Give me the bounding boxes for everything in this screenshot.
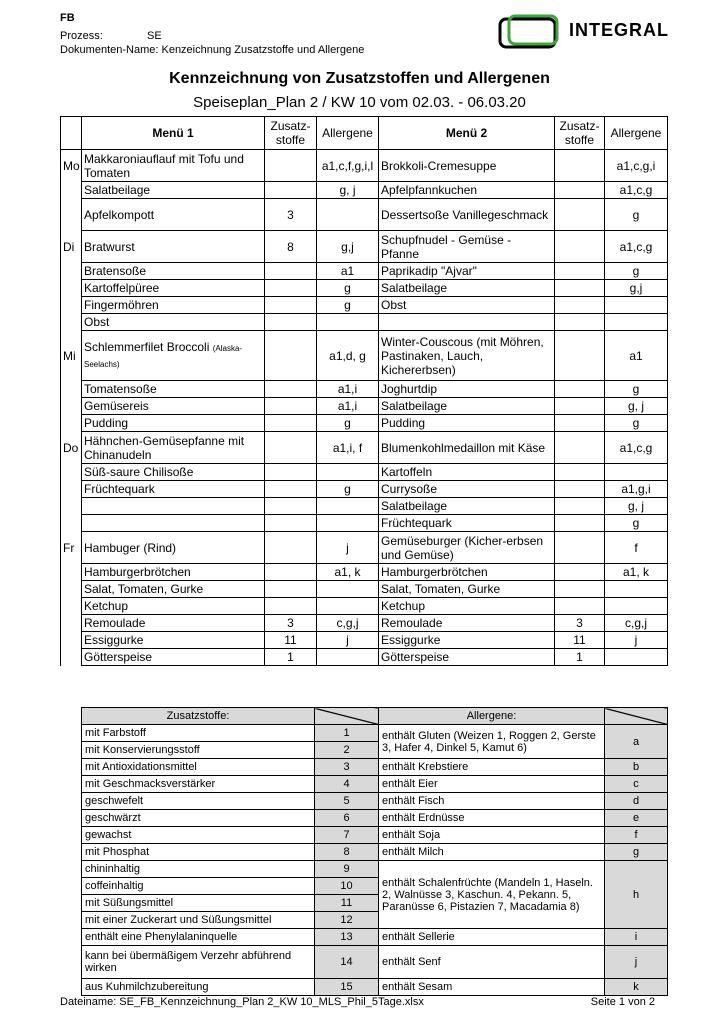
zusatz2-value: [555, 481, 605, 498]
zusatzstoff-label: gewachst: [82, 827, 315, 844]
menu2-item: Götterspeise: [379, 649, 555, 666]
zusatz1-value: [265, 464, 317, 481]
zusatz1-value: 1: [265, 649, 317, 666]
zusatzstoff-label: geschwärzt: [82, 810, 315, 827]
allergen-code: j: [605, 946, 668, 979]
menu-row: [61, 598, 668, 615]
zusatz2-value: [555, 263, 605, 280]
legend-row: [82, 946, 668, 979]
menu-table: [60, 116, 668, 666]
allergen-code: h: [605, 861, 668, 929]
allergene1-value: [317, 649, 379, 666]
allergene1-value: j: [317, 632, 379, 649]
allergene2-value: a1: [605, 331, 668, 381]
zusatz2-value: [555, 532, 605, 564]
allergene-legend-header: Allergene:: [379, 708, 605, 725]
allergen-code: k: [605, 979, 668, 996]
menu-row: [61, 398, 668, 415]
menu-row: [61, 297, 668, 314]
zusatz1-value: [265, 297, 317, 314]
zusatzstoff-label: coffeinhaltig: [82, 878, 315, 895]
logo-text: INTEGRAL: [569, 20, 669, 40]
zusatz1-value: [265, 415, 317, 432]
menu1-item: Ketchup: [82, 598, 265, 615]
menu-row: [61, 263, 668, 280]
zusatz2-header: Zusatz-stoffe: [555, 117, 605, 150]
zusatz2-value: [555, 398, 605, 415]
menu1-header: Menü 1: [82, 117, 265, 150]
menu-row: [61, 331, 668, 381]
allergene1-value: a1,i, f: [317, 432, 379, 464]
zusatz1-value: 8: [265, 231, 317, 263]
menu2-item: Schupfnudel - Gemüse - Pfanne: [379, 231, 555, 263]
allergen-label: enthält Soja: [379, 827, 605, 844]
legend-row: [82, 979, 668, 996]
menu2-item: Hamburgerbrötchen: [379, 564, 555, 581]
menu-row: [61, 498, 668, 515]
menu-row: [61, 464, 668, 481]
allergene2-value: [605, 581, 668, 598]
zusatz2-value: [555, 515, 605, 532]
menu2-item: Obst: [379, 297, 555, 314]
zusatzstoff-number: 9: [315, 861, 379, 878]
menu2-item: Pudding: [379, 415, 555, 432]
menu-row: [61, 649, 668, 666]
menu1-item-text: Schlemmerfilet Broccoli: [84, 339, 210, 354]
menu2-item: Salatbeilage: [379, 280, 555, 297]
allergene2-value: g: [605, 415, 668, 432]
menu1-item: Gemüsereis: [82, 398, 265, 415]
zusatz1-value: [265, 481, 317, 498]
allergen-code: a: [605, 725, 668, 759]
allergene-slash-cell: [605, 708, 668, 725]
zusatzstoffe-legend-header: Zusatzstoffe:: [82, 708, 315, 725]
allergene1-value: a1: [317, 263, 379, 280]
zusatzstoff-number: 7: [315, 827, 379, 844]
legend-row: [82, 725, 668, 742]
menu2-item: Winter-Couscous (mit Möhren, Pastinaken, Lauch, Kichererbsen): [379, 331, 555, 381]
legend-row: [82, 827, 668, 844]
menu1-item: Essiggurke: [82, 632, 265, 649]
menu1-item: [82, 498, 265, 515]
zusatz2-value: [555, 564, 605, 581]
menu-row: [61, 280, 668, 297]
allergene1-value: a1, k: [317, 564, 379, 581]
zusatz1-value: [265, 498, 317, 515]
zusatzstoff-label: chininhaltig: [82, 861, 315, 878]
footer-filename: Dateiname: SE_FB_Kennzeichnung_Plan 2_KW 10_MLS_Phil_5Tage.xlsx: [60, 996, 424, 1008]
zusatz2-value: [555, 182, 605, 199]
allergen-code: d: [605, 793, 668, 810]
menu2-item: Essiggurke: [379, 632, 555, 649]
menu2-item: Ketchup: [379, 598, 555, 615]
allergene1-value: g, j: [317, 182, 379, 199]
allergen-label: enthält Fisch: [379, 793, 605, 810]
day-label: Mo: [61, 150, 82, 231]
allergene1-value: a1,i: [317, 381, 379, 398]
zusatzstoff-label: enthält eine Phenylalaninquelle: [82, 929, 315, 946]
zusatz2-value: 11: [555, 632, 605, 649]
zusatz1-value: [265, 598, 317, 615]
zusatz2-value: [555, 381, 605, 398]
allergene2-value: [605, 598, 668, 615]
allergen-label: enthält Sellerie: [379, 929, 605, 946]
allergen-label: enthält Schalenfrüchte (Mandeln 1, Haseln. 2, Walnüsse 3, Kaschun. 4, Pekann. 5, Paranüsse 6, Pistazien 7, Macadamia 8): [379, 861, 605, 929]
menu1-item: Bratwurst: [82, 231, 265, 263]
zusatz1-value: [265, 515, 317, 532]
menu1-item: Salatbeilage: [82, 182, 265, 199]
menu1-item: Tomatensoße: [82, 381, 265, 398]
menu-row: [61, 515, 668, 532]
allergene1-value: c,g,j: [317, 615, 379, 632]
menu1-item: Salat, Tomaten, Gurke: [82, 581, 265, 598]
legend-row: [82, 861, 668, 878]
zusatz2-value: [555, 314, 605, 331]
menu-row: [61, 564, 668, 581]
zusatzstoff-label: mit Konservierungsstoff: [82, 742, 315, 759]
zusatzstoff-label: kann bei übermäßigem Verzehr abführend wirken: [82, 946, 315, 979]
menu-row: [61, 415, 668, 432]
allergene2-value: g: [605, 515, 668, 532]
zusatz1-value: [265, 532, 317, 564]
allergene1-value: [317, 314, 379, 331]
menu1-item: Makkaroniauflauf mit Tofu und Tomaten: [82, 150, 265, 182]
menu1-item: Hambuger (Rind): [82, 532, 265, 564]
zusatz2-value: 3: [555, 615, 605, 632]
allergene2-value: [605, 314, 668, 331]
zusatz1-value: [265, 150, 317, 182]
menu2-item: Apfelpfannkuchen: [379, 182, 555, 199]
allergen-label: enthält Erdnüsse: [379, 810, 605, 827]
allergen-label: enthält Milch: [379, 844, 605, 861]
menu1-item: Apfelkompott: [82, 199, 265, 231]
allergene1-value: [317, 199, 379, 231]
page-title: Kennzeichnung von Zusatzstoffen und Allergenen: [169, 70, 550, 87]
menu2-item: Joghurtdip: [379, 381, 555, 398]
menu-row: [61, 432, 668, 464]
menu2-item: [379, 314, 555, 331]
zusatz2-value: [555, 598, 605, 615]
day-label: Di: [61, 231, 82, 331]
footer-page: Seite 1 von 2: [590, 996, 655, 1008]
zusatz2-value: [555, 331, 605, 381]
allergene1-value: a1,d, g: [317, 331, 379, 381]
menu2-item: Früchtequark: [379, 515, 555, 532]
zusatz1-value: 11: [265, 632, 317, 649]
zusatz2-value: [555, 280, 605, 297]
allergene1-value: g: [317, 481, 379, 498]
zusatz2-value: [555, 199, 605, 231]
allergene1-value: [317, 581, 379, 598]
menu1-item: Süß-saure Chilisoße: [82, 464, 265, 481]
menu-row: [61, 381, 668, 398]
legend-row: [82, 793, 668, 810]
allergene2-value: g, j: [605, 498, 668, 515]
zusatzstoff-number: 12: [315, 912, 379, 929]
zusatz1-value: [265, 182, 317, 199]
allergen-code: e: [605, 810, 668, 827]
allergene1-value: [317, 515, 379, 532]
allergene1-value: a1,c,f,g,i,l: [317, 150, 379, 182]
menu-row: [61, 481, 668, 498]
menu1-item: Remoulade: [82, 615, 265, 632]
zusatzstoff-number: 1: [315, 725, 379, 742]
zusatz1-value: [265, 398, 317, 415]
allergene2-value: [605, 464, 668, 481]
menu-row: [61, 632, 668, 649]
day-label: Do: [61, 432, 82, 532]
allergen-label: enthält Gluten (Weizen 1, Roggen 2, Gerste 3, Hafer 4, Dinkel 5, Kamut 6): [379, 725, 605, 759]
zusatzstoff-number: 6: [315, 810, 379, 827]
menu-row: [61, 581, 668, 598]
zusatzstoff-number: 2: [315, 742, 379, 759]
allergene1-value: j: [317, 532, 379, 564]
allergen-label: enthält Eier: [379, 776, 605, 793]
menu-row: [61, 231, 668, 263]
menu2-item: Currysoße: [379, 481, 555, 498]
zusatzstoff-label: mit einer Zuckerart und Süßungsmittel: [82, 912, 315, 929]
zusatz2-value: [555, 415, 605, 432]
allergen-label: enthält Senf: [379, 946, 605, 979]
menu2-item: Salatbeilage: [379, 398, 555, 415]
menu1-item-note: (Alaska-Seelachs): [84, 343, 243, 369]
zusatzstoff-number: 13: [315, 929, 379, 946]
allergene1-value: g,j: [317, 231, 379, 263]
document-name: Dokumenten-Name: Kenzeichnung Zusatzstoffe und Allergene: [60, 44, 365, 56]
zusatz1-header: Zusatz-stoffe: [265, 117, 317, 150]
menu2-item: Salatbeilage: [379, 498, 555, 515]
allergene1-header: Allergene: [317, 117, 379, 150]
zusatz2-value: 1: [555, 649, 605, 666]
legend-row: [82, 776, 668, 793]
menu1-item: Pudding: [82, 415, 265, 432]
legend-row: [82, 844, 668, 861]
allergene2-value: g: [605, 381, 668, 398]
menu1-item: Hähnchen-Gemüsepfanne mit Chinanudeln: [82, 432, 265, 464]
zusatz-slash-cell: [315, 708, 379, 725]
legend-row: [82, 810, 668, 827]
menu-row: [61, 615, 668, 632]
menu2-item: Paprikadip "Ajvar": [379, 263, 555, 280]
allergene2-value: g: [605, 263, 668, 280]
allergen-code: c: [605, 776, 668, 793]
allergene1-value: [317, 598, 379, 615]
zusatz2-value: [555, 581, 605, 598]
zusatz1-value: [265, 564, 317, 581]
allergene2-value: a1,c,g: [605, 432, 668, 464]
allergen-code: f: [605, 827, 668, 844]
allergene1-value: g: [317, 297, 379, 314]
legend-row: [82, 929, 668, 946]
menu1-item: Kartoffelpüree: [82, 280, 265, 297]
legend-row: [82, 759, 668, 776]
process-value: SE: [147, 30, 162, 42]
zusatz2-value: [555, 150, 605, 182]
zusatzstoff-number: 11: [315, 895, 379, 912]
menu1-item: Götterspeise: [82, 649, 265, 666]
zusatzstoff-label: geschwefelt: [82, 793, 315, 810]
zusatz2-value: [555, 432, 605, 464]
menu1-item: Hamburgerbrötchen: [82, 564, 265, 581]
allergene2-value: c,g,j: [605, 615, 668, 632]
allergene2-value: g: [605, 199, 668, 231]
zusatzstoff-label: mit Süßungsmittel: [82, 895, 315, 912]
menu1-item: Bratensoße: [82, 263, 265, 280]
zusatzstoff-label: mit Phosphat: [82, 844, 315, 861]
menu1-item: [82, 331, 265, 381]
zusatzstoff-label: aus Kuhmilchzubereitung: [82, 979, 315, 996]
menu2-item: Dessertsoße Vanillegeschmack: [379, 199, 555, 231]
menu2-item: Blumenkohlmedaillon mit Käse: [379, 432, 555, 464]
form-code: FB: [60, 12, 75, 24]
allergene1-value: g: [317, 280, 379, 297]
zusatzstoff-number: 8: [315, 844, 379, 861]
allergen-code: i: [605, 929, 668, 946]
allergen-code: b: [605, 759, 668, 776]
zusatz1-value: [265, 331, 317, 381]
zusatz1-value: 3: [265, 615, 317, 632]
menu-row: [61, 314, 668, 331]
zusatzstoff-number: 3: [315, 759, 379, 776]
allergene2-value: a1, k: [605, 564, 668, 581]
menu2-item: Gemüseburger (Kicher-erbsen und Gemüse): [379, 532, 555, 564]
allergene2-value: a1,c,g: [605, 231, 668, 263]
zusatzstoff-label: mit Antioxidationsmittel: [82, 759, 315, 776]
menu1-item: Obst: [82, 314, 265, 331]
menu2-header: Menü 2: [379, 117, 555, 150]
menu1-item: Früchtequark: [82, 481, 265, 498]
menu2-item: Salat, Tomaten, Gurke: [379, 581, 555, 598]
day-label: Fr: [61, 532, 82, 666]
menu2-item: Brokkoli-Cremesuppe: [379, 150, 555, 182]
allergene2-value: [605, 649, 668, 666]
menu1-item: Fingermöhren: [82, 297, 265, 314]
menu2-item: Kartoffeln: [379, 464, 555, 481]
allergene2-value: a1,g,i: [605, 481, 668, 498]
zusatzstoff-number: 15: [315, 979, 379, 996]
zusatzstoff-number: 4: [315, 776, 379, 793]
allergene2-value: [605, 297, 668, 314]
menu1-item: [82, 515, 265, 532]
day-header: [61, 117, 82, 150]
allergene1-value: a1,i: [317, 398, 379, 415]
day-label: Mi: [61, 331, 82, 432]
zusatz1-value: [265, 280, 317, 297]
menu2-item: Remoulade: [379, 615, 555, 632]
allergene2-header: Allergene: [605, 117, 668, 150]
zusatzstoff-label: mit Geschmacksverstärker: [82, 776, 315, 793]
zusatz2-value: [555, 297, 605, 314]
allergene2-value: f: [605, 532, 668, 564]
zusatz2-value: [555, 464, 605, 481]
menu-row: [61, 150, 668, 182]
zusatzstoff-number: 10: [315, 878, 379, 895]
zusatzstoff-number: 5: [315, 793, 379, 810]
process-label: Prozess:: [60, 30, 103, 42]
zusatz1-value: [265, 432, 317, 464]
legend-table: [81, 707, 668, 996]
zusatz1-value: [265, 581, 317, 598]
allergene2-value: a1,c,g: [605, 182, 668, 199]
menu-row: [61, 532, 668, 564]
allergene2-value: g,j: [605, 280, 668, 297]
allergene2-value: g, j: [605, 398, 668, 415]
allergene1-value: g: [317, 415, 379, 432]
zusatz1-value: [265, 263, 317, 280]
zusatz1-value: [265, 314, 317, 331]
zusatz1-value: 3: [265, 199, 317, 231]
process-line: [60, 30, 162, 42]
allergene2-value: j: [605, 632, 668, 649]
zusatz1-value: [265, 381, 317, 398]
zusatz2-value: [555, 498, 605, 515]
allergene1-value: [317, 464, 379, 481]
allergen-label: enthält Krebstiere: [379, 759, 605, 776]
page-subtitle: Speiseplan_Plan 2 / KW 10 vom 02.03. - 06.03.20: [193, 94, 526, 111]
zusatzstoff-number: 14: [315, 946, 379, 979]
allergene1-value: [317, 498, 379, 515]
zusatz2-value: [555, 231, 605, 263]
allergen-label: enthält Sesam: [379, 979, 605, 996]
zusatzstoff-label: mit Farbstoff: [82, 725, 315, 742]
allergen-code: g: [605, 844, 668, 861]
menu-row: [61, 182, 668, 199]
allergene2-value: a1,c,g,i: [605, 150, 668, 182]
menu-row: [61, 199, 668, 231]
